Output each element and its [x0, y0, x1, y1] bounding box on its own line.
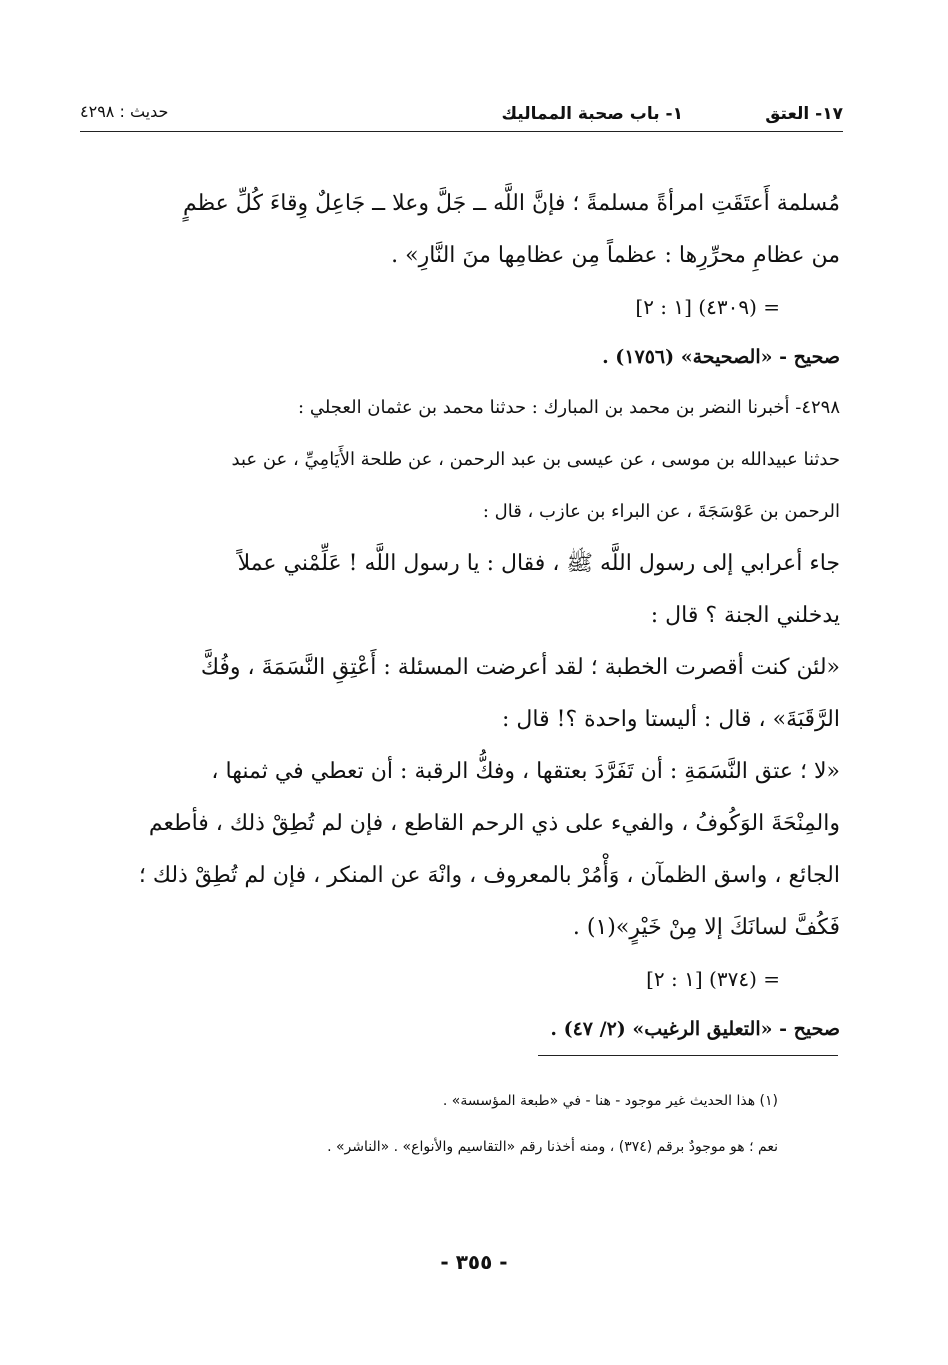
text-line: يدخلني الجنة ؟ قال :: [650, 603, 840, 628]
page-number: - ٣٥٥ -: [440, 1250, 508, 1274]
footnote-divider: [538, 1055, 838, 1056]
chapter-title: ١٧- العتق: [765, 104, 843, 124]
text-line: من عظامِ محرِّرِها : عظماً مِن عظامِها منَ النَّارِ» .: [391, 243, 840, 268]
footnotes: [180, 1090, 778, 1182]
text-line: الرَّقَبَةَ» ، قال : أليستا واحدة ؟! قال :: [502, 707, 840, 732]
text-line: الجائع ، واسق الظمآن ، وَأْمُرْ بالمعروف ، وانْهَ عن المنكر ، فإن لم تُطِقْ ذلك ؛: [138, 863, 840, 888]
reference-line: = (٣٧٤) [١ : ٢]: [646, 967, 780, 991]
reference-line: = (٤٣٠٩) [١ : ٢]: [635, 295, 780, 319]
text-line: «لئن كنت أقصرت الخطبة ؛ لقد أعرضت المسئلة : أَعْتِقِ النَّسَمَةَ ، وفُكَّ: [200, 655, 840, 680]
text-line: جاء أعرابي إلى رسول اللَّه ﷺ ، فقال : يا رسول اللَّه ! عَلِّمْني عملاً: [237, 551, 840, 576]
text-line: والمِنْحَةَ الوَكُوفُ ، والفيء على ذي الرحم القاطع ، فإن لم تُطِقْ ذلك ، فأطعم: [148, 811, 840, 836]
grade-line: صحيح - «التعليق الرغيب» (٢/ ٤٧) .: [550, 1018, 840, 1040]
text-line: «لا ؛ عتق النَّسَمَةِ : أن تَفَرَّدَ بعتقها ، وفكُّ الرقبة : أن تعطي في ثمنها ،: [211, 759, 840, 784]
grade-line: صحيح - «الصحيحة» (١٧٥٦) .: [602, 346, 840, 368]
footnote: نعم ؛ هو موجودٌ برقم (٣٧٤) ، ومنه أخذنا رقم «التقاسيم والأنواع» . «الناشر» .: [327, 1139, 778, 1155]
hadith-number: حديث : ٤٢٩٨: [80, 102, 169, 121]
main-text: [82, 178, 840, 1054]
isnad-line: حدثنا عبيدالله بن موسى ، عن عيسى بن عبد الرحمن ، عن طلحة الأَيَامِيِّ ، عن عبد: [231, 449, 840, 470]
section-title: ١- باب صحبة المماليك: [501, 104, 683, 124]
isnad-line: الرحمن بن عَوْسَجَةَ ، عن البراء بن عازب ، قال :: [482, 501, 840, 522]
text-line: فَكُفَّ لسانَكَ إلا مِنْ خَيْرٍ»(١) .: [572, 915, 840, 940]
footnote: (١) هذا الحديث غير موجود - هنا - في «طبعة المؤسسة» .: [442, 1093, 778, 1109]
isnad-line: ٤٢٩٨- أخبرنا النضر بن محمد بن المبارك : حدثنا محمد بن عثمان العجلي :: [298, 397, 840, 418]
text-line: مُسلمة أَعتَقَتِ امرأةً مسلمةً ؛ فإنَّ اللَّه ــ جَلَّ وعلا ــ جَاعِلٌ وِقاءَ كُلِّ عظمٍ: [182, 191, 840, 216]
running-header: [80, 96, 843, 130]
header-divider: [80, 131, 843, 132]
